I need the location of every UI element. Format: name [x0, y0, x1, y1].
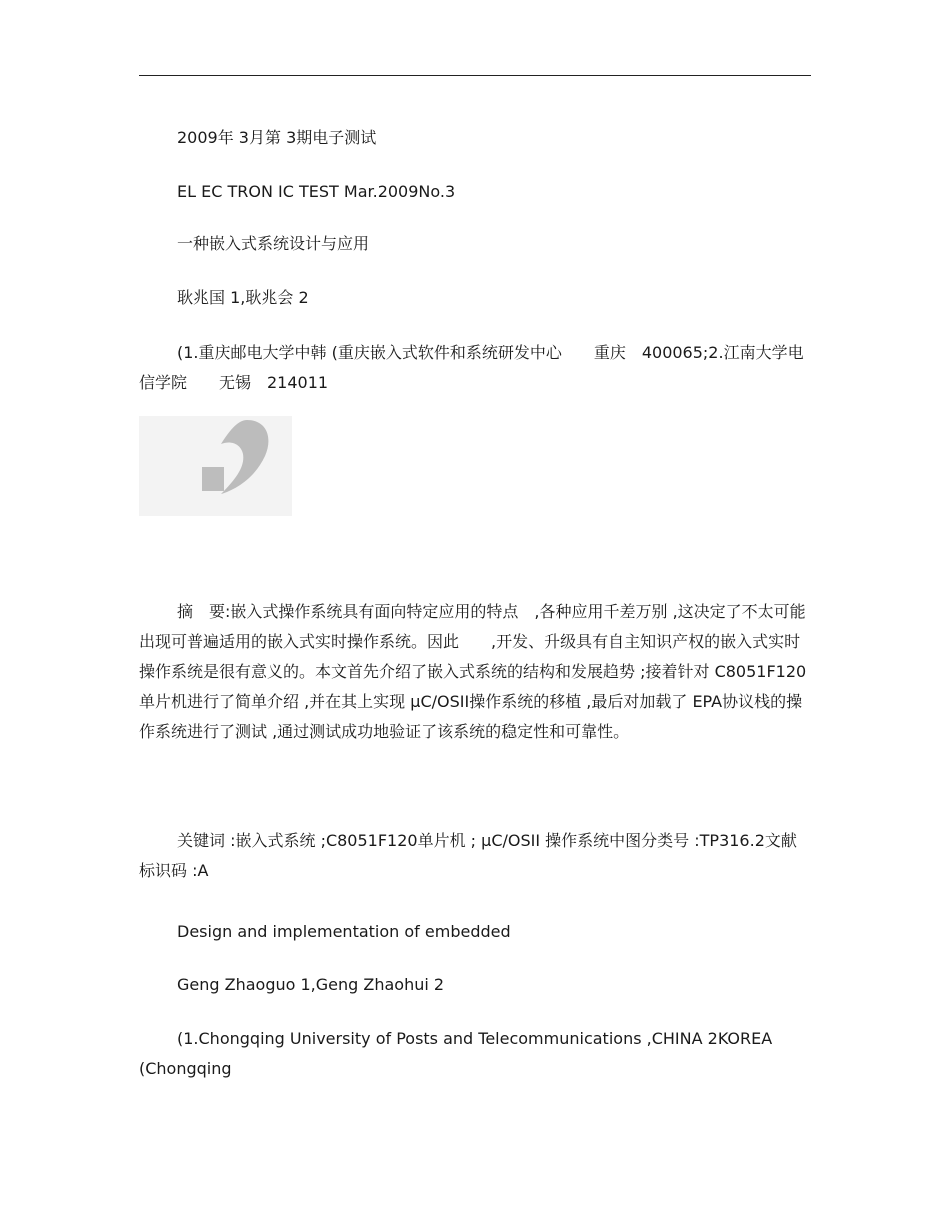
journal-logo: [139, 416, 292, 516]
journal-cn: 2009年 3月第 3期电子测试: [177, 128, 377, 147]
title-cn: 一种嵌入式系统设计与应用: [177, 234, 370, 253]
journal-logo-icon: [139, 416, 292, 516]
title-en: Design and implementation of embedded: [177, 922, 511, 941]
header-rule: [139, 75, 811, 76]
authors-en: Geng Zhaoguo 1,Geng Zhaohui 2: [177, 975, 445, 994]
affiliation-en: (1.Chongqing University of Posts and Telecommunications ,CHINA 2KOREA (Chongqing: [139, 1029, 773, 1078]
authors-cn: 耿兆国 1,耿兆会 2: [177, 288, 309, 307]
affiliation-cn: (1.重庆邮电大学中韩 (重庆嵌入式软件和系统研发中心 重庆 400065;2.江南大学电信学院 无锡 214011: [139, 343, 804, 392]
keywords-cn: 关键词 :嵌入式系统 ;C8051F120单片机 ; μC/OSII 操作系统中图分类号 :TP316.2文献标识码 :A: [139, 831, 797, 880]
abstract-cn: 摘 要:嵌入式操作系统具有面向特定应用的特点 ,各种应用千差万别 ,这决定了不太可能出现可普遍适用的嵌入式实时操作系统。因此 ,开发、升级具有自主知识产权的嵌入式实时操作系统是很有意义的。本文首先介绍了嵌入式系统的结构和发展趋势 ;接着针对 C8051F120单片机进行了简单介绍 ,并在其上实现 μC/OSII操作系统的移植 ,最后对加载了 EPA协议栈的操作系统进行了测试 ,通过测试成功地验证了该系统的稳定性和可靠性。: [139, 602, 807, 741]
journal-en: EL EC TRON IC TEST Mar.2009No.3: [177, 182, 456, 201]
